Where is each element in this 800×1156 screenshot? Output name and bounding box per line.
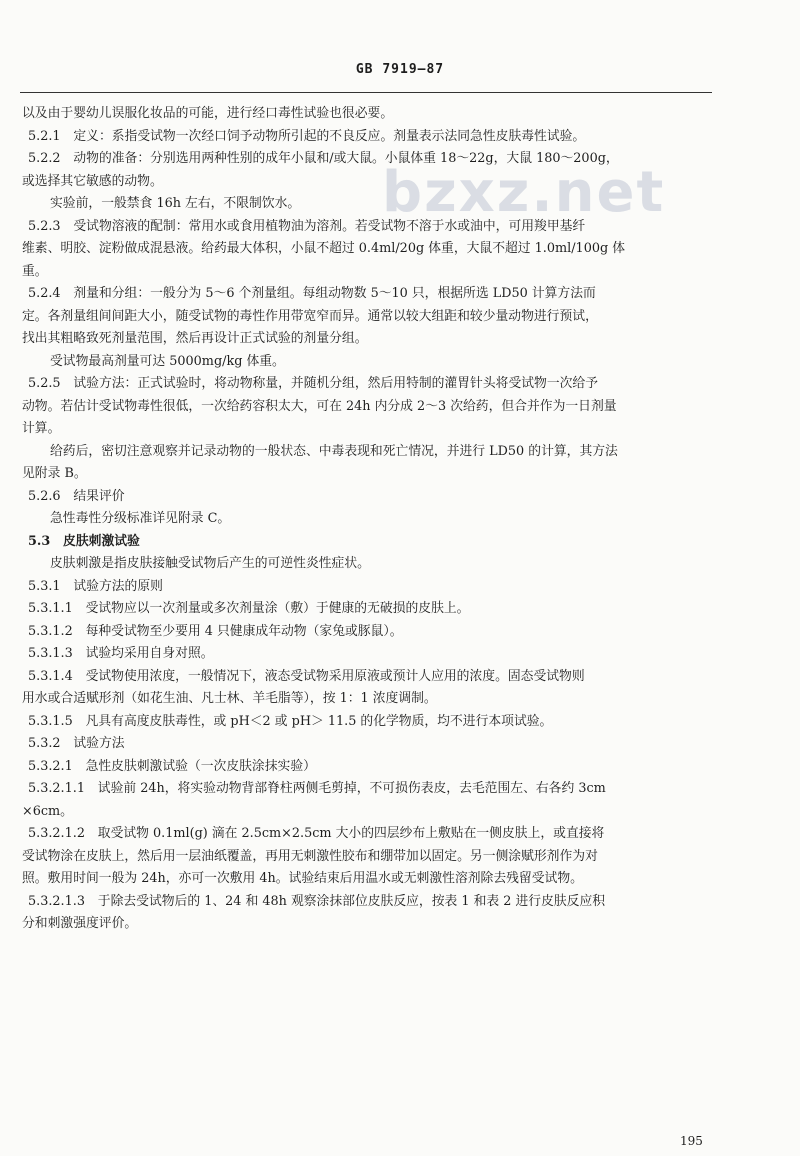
text-line: 或选择其它敏感的动物。 (22, 173, 163, 189)
text-line: 5.3.1.1 受试物应以一次剂量或多次剂量涂（敷）于健康的无破损的皮肤上。 (28, 601, 470, 616)
text-line: 急性毒性分级标准详见附录 C。 (50, 511, 231, 526)
text-line: 5.2.4 剂量和分组：一般分为 5～6 个剂量组。每组动物数 5～10 只，根据所选 LD50 计算方法而 (28, 286, 596, 301)
text-line: 5.2.2 动物的准备：分别选用两种性别的成年小鼠和/或大鼠。小鼠体重 18～22g，大鼠 180～200g， (28, 151, 619, 166)
text-line: 找出其粗略致死剂量范围，然后再设计正式试验的剂量分组。 (22, 331, 368, 346)
text-line: 5.3.2.1 急性皮肤刺激试验（一次皮肤涂抹实验） (28, 758, 316, 774)
text-line: 5.2.6 结果评价 (28, 488, 125, 504)
text-line: 5.2.5 试验方法：正式试验时，将动物称量，并随机分组，然后用特制的灌胃针头将受试物一次给予 (28, 376, 599, 391)
text-line: ×6cm。 (22, 803, 73, 819)
text-line: 给药后，密切注意观察并记录动物的一般状态、中毒表现和死亡情况，并进行 LD50 的计算，其方法 (50, 443, 618, 459)
text-line: 受试物最高剂量可达 5000mg/kg 体重。 (50, 353, 285, 369)
text-line: 5.2.1 定义：系指受试物一次经口饲予动物所引起的不良反应。剂量表示法同急性皮肤毒性试验。 (28, 128, 586, 144)
text-line: 5.3.1 试验方法的原则 (28, 578, 163, 594)
text-line: 重。 (22, 263, 48, 279)
text-line: 分和刺激强度评价。 (22, 916, 138, 931)
text-line: 5.3.2.1.3 于除去受试物后的 1、24 和 48h 观察涂抹部位皮肤反应，按表 1 和表 2 进行皮肤反应积 (28, 893, 606, 909)
text-line: 受试物涂在皮肤上，然后用一层油纸覆盖，再用无刺激性胶布和绷带加以固定。另一侧涂赋形剂作为对 (22, 848, 598, 864)
watermark: bzxz.net (382, 160, 666, 225)
page-header: GB 7919—87 (355, 62, 445, 77)
text-line: 实验前，一般禁食 16h 左右，不限制饮水。 (50, 196, 301, 211)
text-line: 用水或合适赋形剂（如花生油、凡士林、羊毛脂等），按 1：1 浓度调制。 (22, 691, 437, 706)
section-heading: 5.3 皮肤刺激试验 (28, 533, 140, 549)
header-rule (20, 92, 712, 93)
text-line: 见附录 B。 (22, 466, 87, 481)
text-line: 维素、明胶、淀粉做成混悬液。给药最大体积，小鼠不超过 0.4ml/20g 体重，大鼠不超过 1.0ml/100g 体 (22, 241, 626, 256)
text-line: 定。各剂量组间间距大小，随受试物的毒性作用带宽窄而异。通常以较大组距和较少量动物进行预试， (22, 308, 598, 324)
document-body (22, 103, 712, 936)
text-line: 5.2.3 受试物溶液的配制：常用水或食用植物油为溶剂。若受试物不溶于水或油中，可用羧甲基纤 (28, 218, 586, 234)
page-number: 195 (680, 1134, 703, 1148)
text-line: 5.3.2.1.2 取受试物 0.1ml(g) 滴在 2.5cm×2.5cm 大小的四层纱布上敷贴在一侧皮肤上，或直接将 (28, 826, 605, 841)
text-line: 以及由于婴幼儿误服化妆品的可能，进行经口毒性试验也很必要。 (22, 106, 394, 121)
text-line: 5.3.1.4 受试物使用浓度，一般情况下，液态受试物采用原液或预计人应用的浓度。固态受试物则 (28, 668, 585, 684)
text-line: 5.3.2 试验方法 (28, 736, 125, 751)
text-line: 照。敷用时间一般为 24h，亦可一次敷用 4h。试验结束后用温水或无刺激性溶剂除去残留受试物。 (22, 871, 583, 886)
text-line: 计算。 (22, 421, 61, 436)
text-line: 5.3.2.1.1 试验前 24h，将实验动物背部脊柱两侧毛剪掉，不可损伤表皮，去毛范围左、右各约 3cm (28, 781, 606, 796)
text-line: 5.3.1.5 凡具有高度皮肤毒性，或 pH＜2 或 pH＞ 11.5 的化学物质，均不进行本项试验。 (28, 713, 553, 729)
text-line: 5.3.1.2 每种受试物至少要用 4 只健康成年动物（家兔或豚鼠）。 (28, 623, 403, 639)
text-line: 皮肤刺激是指皮肤接触受试物后产生的可逆性炎性症状。 (50, 556, 370, 571)
text-line: 动物。若估计受试物毒性很低，一次给药容积太大，可在 24h 内分成 2～3 次给药，但合并作为一日剂量 (22, 398, 617, 414)
text-line: 5.3.1.3 试验均采用自身对照。 (28, 646, 214, 661)
